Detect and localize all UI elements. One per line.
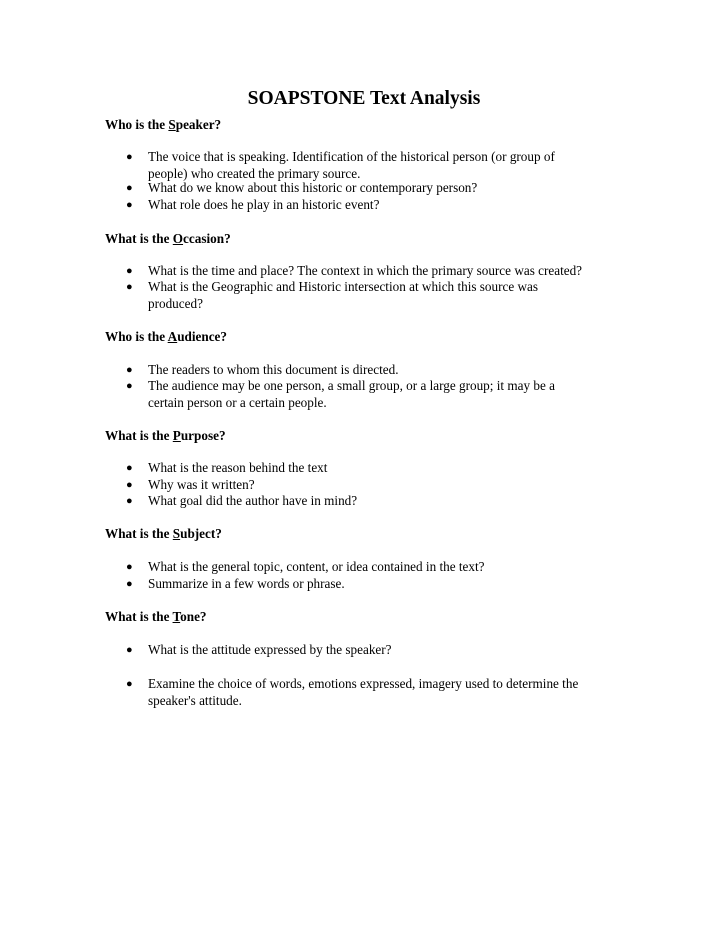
bullet-icon: ● [126, 578, 133, 590]
heading-key-letter: S [172, 526, 181, 541]
heading-occasion [105, 231, 231, 247]
list-item-text [148, 197, 628, 214]
list-item-text [148, 576, 628, 593]
heading-key-letter: S [168, 117, 176, 132]
bullet-icon: ● [126, 479, 133, 491]
bullet-icon: ● [126, 364, 133, 376]
text-line: What is the Geographic and Historic intersection at which this source was [148, 279, 539, 294]
bullet-icon: ● [126, 380, 133, 392]
list-item-text [148, 477, 628, 494]
text-line: certain person or a certain people. [148, 394, 327, 410]
heading-suffix: urpose? [180, 428, 226, 443]
bullet-icon: ● [126, 151, 133, 163]
text-line: Examine the choice of words, emotions expressed, imagery used to determine the [148, 676, 579, 691]
heading-suffix: udience? [177, 329, 228, 344]
heading-subject [105, 526, 222, 542]
text-line: What is the attitude expressed by the speaker? [148, 642, 392, 657]
text-line: produced? [148, 295, 203, 311]
text-line: Summarize in a few words or phrase. [148, 576, 345, 591]
text-line: Why was it written? [148, 477, 255, 492]
list-item-text [148, 362, 628, 379]
list-item-text [148, 559, 628, 576]
text-line: What goal did the author have in mind? [148, 493, 358, 508]
text-line: The audience may be one person, a small group, or a large group; it may be a [148, 378, 555, 393]
text-line: The voice that is speaking. Identification of the historical person (or group of [148, 149, 555, 164]
bullet-icon: ● [126, 281, 133, 293]
heading-key-letter: T [172, 609, 181, 624]
heading-purpose [105, 428, 226, 444]
list-item-text [148, 180, 628, 197]
heading-key-letter: O [172, 231, 184, 246]
heading-tone [105, 609, 207, 625]
text-line: people) who created the primary source. [148, 165, 361, 181]
heading-prefix: Who is the [105, 117, 169, 132]
heading-speaker [105, 117, 221, 133]
heading-prefix: What is the [105, 526, 173, 541]
bullet-icon: ● [126, 495, 133, 507]
bullet-icon: ● [126, 462, 133, 474]
list-item-text [148, 263, 628, 280]
text-line: What role does he play in an historic event? [148, 197, 380, 212]
heading-prefix: What is the [105, 609, 173, 624]
heading-suffix: ubject? [180, 526, 222, 541]
bullet-icon: ● [126, 182, 133, 194]
heading-suffix: one? [180, 609, 207, 624]
list-item-text [148, 149, 628, 182]
heading-prefix: What is the [105, 428, 173, 443]
text-line: speaker's attitude. [148, 692, 242, 708]
text-line: What is the time and place? The context in which the primary source was created? [148, 263, 583, 278]
heading-key-letter: P [172, 428, 181, 443]
text-line: What is the general topic, content, or idea contained in the text? [148, 559, 485, 574]
list-item-text [148, 460, 628, 477]
bullet-icon: ● [126, 644, 133, 656]
list-item-text [148, 493, 628, 510]
heading-suffix: ccasion? [183, 231, 231, 246]
heading-key-letter: A [167, 329, 178, 344]
list-item-text [148, 642, 628, 659]
list-item-text [148, 279, 628, 312]
heading-prefix: Who is the [105, 329, 168, 344]
bullet-icon: ● [126, 561, 133, 573]
page-title: SOAPSTONE Text Analysis [247, 88, 481, 109]
text-line: The readers to whom this document is directed. [148, 362, 399, 377]
heading-audience [105, 329, 227, 345]
text-line: What do we know about this historic or contemporary person? [148, 180, 478, 195]
heading-prefix: What is the [105, 231, 173, 246]
bullet-icon: ● [126, 678, 133, 690]
bullet-icon: ● [126, 265, 133, 277]
text-line: What is the reason behind the text [148, 460, 328, 475]
list-item-text [148, 378, 628, 411]
heading-suffix: peaker? [175, 117, 222, 132]
list-item-text [148, 676, 628, 709]
bullet-icon: ● [126, 199, 133, 211]
